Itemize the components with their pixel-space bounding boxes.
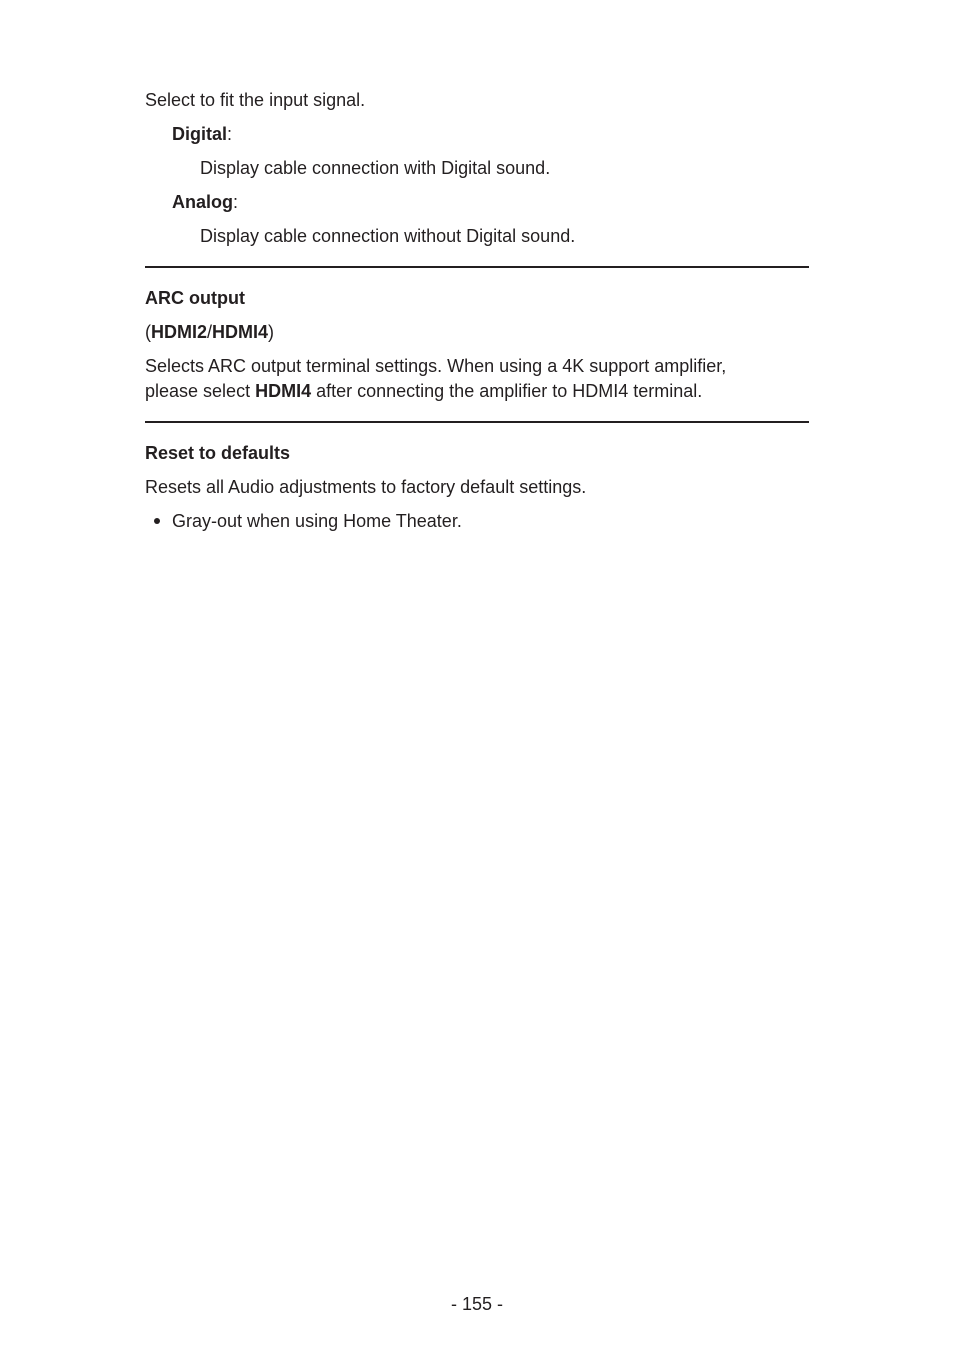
option-digital-label: Digital xyxy=(172,124,228,144)
arc-desc-post: after connecting the amplifier to HDMI4 terminal. xyxy=(311,381,703,401)
arc-options-open: ( xyxy=(145,322,151,342)
page-number: - 155 - xyxy=(450,1294,504,1314)
arc-options-separator: / xyxy=(207,322,213,342)
section-divider xyxy=(145,266,809,268)
option-analog-colon: : xyxy=(233,192,239,212)
arc-output-description-line2 xyxy=(145,379,702,404)
option-analog xyxy=(172,190,238,215)
option-digital xyxy=(172,122,232,147)
arc-output-heading: ARC output xyxy=(145,288,245,308)
arc-output-description-line1: Selects ARC output terminal settings. When using a 4K support amplifier, xyxy=(145,356,727,376)
arc-option-hdmi4: HDMI4 xyxy=(212,322,269,342)
reset-defaults-description: Resets all Audio adjustments to factory default settings. xyxy=(145,477,587,497)
input-signal-intro: Select to fit the input signal. xyxy=(145,90,366,110)
option-digital-colon: : xyxy=(227,124,233,144)
arc-option-hdmi2: HDMI2 xyxy=(151,322,208,342)
arc-desc-bold: HDMI4 xyxy=(255,381,312,401)
section-divider xyxy=(145,421,809,423)
arc-options-close: ) xyxy=(268,322,275,342)
bullet-icon xyxy=(154,518,160,524)
option-digital-description: Display cable connection with Digital sound. xyxy=(200,158,551,178)
arc-desc-pre: please select xyxy=(145,381,256,401)
reset-defaults-heading: Reset to defaults xyxy=(145,443,291,463)
reset-defaults-note: Gray-out when using Home Theater. xyxy=(172,511,462,531)
option-analog-label: Analog xyxy=(172,192,233,212)
arc-output-options xyxy=(145,320,274,345)
option-analog-description: Display cable connection without Digital sound. xyxy=(200,226,576,246)
